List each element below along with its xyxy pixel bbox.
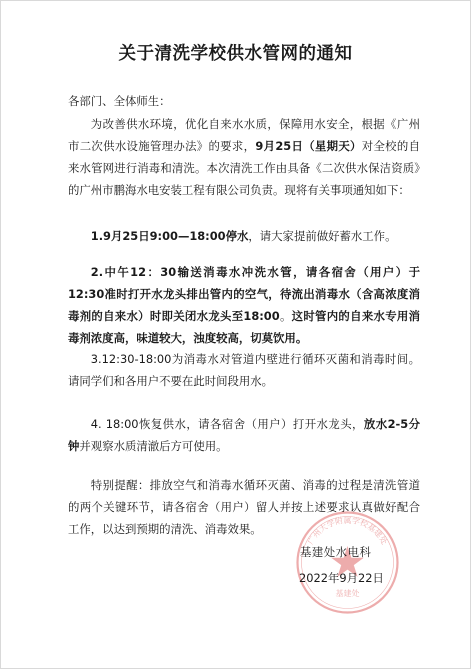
item-1 (68, 225, 420, 247)
intro-text-b: 对全校的自来水管网进行消毒和清洗。本次清洗工作由具备《二次供水保洁资质》的广州市鹏海水电安装工程有限公司负责。现将有关事项通知如下： (68, 139, 420, 197)
item-2 (68, 261, 420, 349)
notice-title: 关于清洗学校供水管网的通知 (118, 44, 353, 64)
item-4 (68, 413, 420, 457)
signature-department: 基建处水电科 (300, 545, 372, 559)
special-reminder (68, 474, 420, 540)
item-4-bold: 放水2-5分钟 (68, 417, 420, 453)
intro-date: 9月25日（星期天） (255, 139, 362, 153)
item-3 (68, 348, 420, 392)
seal-arc-text: 广州大学附属学校基建处 (306, 515, 389, 547)
item-1-rest: ，请大家提前做好蓄水工作。 (248, 229, 397, 243)
item-2-rest: 。 (279, 309, 292, 323)
reminder-text: 特别提醒：排放空气和消毒水循环灭菌、消毒的过程是清洗管道的两个关键环节，请各宿舍（用户）留人并按上述要求认真做好配合工作，以达到预期的清洗、消毒效果。 (68, 478, 420, 536)
intro-paragraph (68, 113, 420, 201)
item-4-text-b: 并观察水质清澈后方可使用。 (79, 439, 228, 453)
seal-bottom-text: 基建处 (335, 589, 360, 598)
item-2-bold-2: 这时管内的自来水专用消毒剂浓度高，味道较大，浊度较高，切莫饮用。 (68, 309, 420, 345)
item-1-bold: 1.9月25日9:00—18:00停水 (90, 229, 249, 243)
signature-date: 2022年9月22日 (299, 571, 384, 585)
salutation: 各部门、全体师生： (68, 94, 171, 108)
item-4-text-a: 4. 18:00恢复供水，请各宿舍（用户）打开水龙头， (90, 417, 364, 431)
item-2-bold-1: 2.中午12：30输送消毒水冲洗水管，请各宿舍（用户）于12:30准时打开水龙头排出管内的空气，待流出消毒水（含高浓度消毒剂的自来水）时即关闭水龙头至18:00 (68, 265, 420, 323)
intro-text-a: 为改善供水环境，优化自来水水质，保障用水安全，根据《广州市二次供水设施管理办法》的要求， (68, 117, 420, 153)
item-3-text: 3.12:30-18:00为消毒水对管道内壁进行循环灭菌和消毒时间。请同学们和各用户不要在此时间段用水。 (68, 352, 420, 388)
